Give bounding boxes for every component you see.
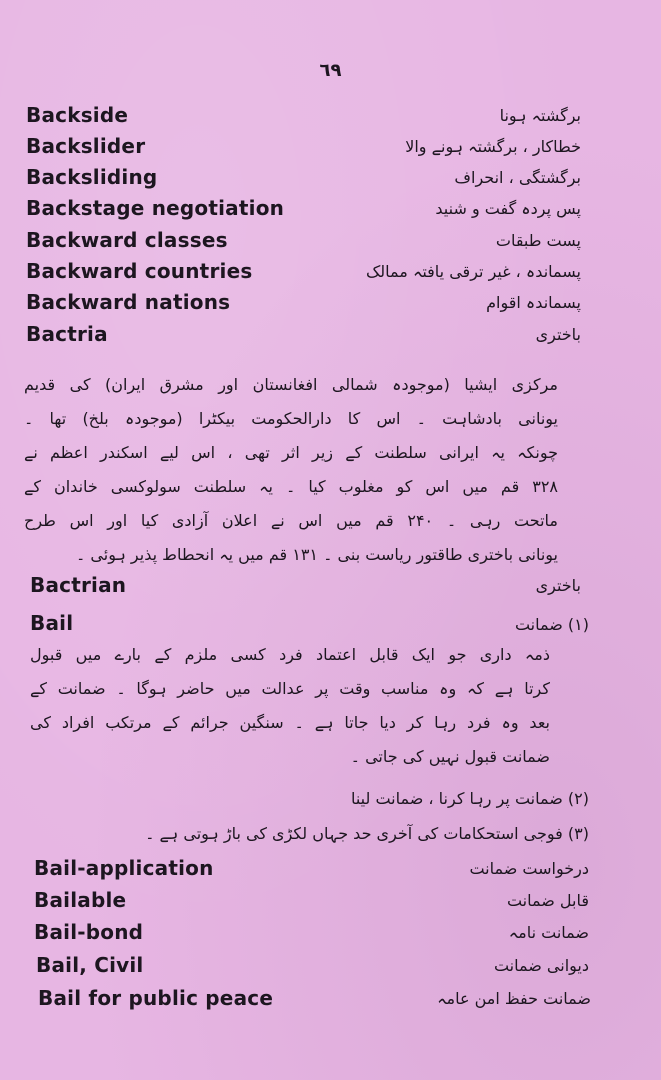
entry-translation: پسماندہ ، غیر ترقی یافتہ ممالک <box>365 262 581 281</box>
paragraph-line: ماتحت رہی ۔ ۲۴۰ قم میں اس نے اعلان آزادی کیا اور اس طرح <box>24 511 558 530</box>
entry-term: Backslider <box>26 134 146 158</box>
paragraph-line: یونانی باختری طاقتور ریاست بنی ۔ ۱۳۱ قم میں یہ انحطاط پذیر ہوئی ۔ <box>75 545 558 564</box>
entry-translation: باختری <box>535 576 581 595</box>
entry-translation: پست طبقات <box>495 231 581 250</box>
bail-sense-3: (۳) فوجی استحکامات کی آخری حد جہاں لکڑی کی باڑ ہوتی ہے ۔ <box>145 824 589 843</box>
entry-term: Bactrian <box>30 573 127 597</box>
bail-sense-2: (۲) ضمانت پر رہا کرنا ، ضمانت لینا <box>350 789 589 808</box>
entry-term: Bail-application <box>34 856 214 880</box>
paragraph-line: چونکہ یہ ایرانی سلطنت کے زیر اثر تھی ، اس لیے اسکندر اعظم نے <box>24 443 558 462</box>
entry-term: Bail, Civil <box>36 953 144 977</box>
paragraph-line: یونانی بادشاہت ۔ اس کا دارالحکومت بیکٹرا (موجودہ بلخ) تھا ۔ <box>24 409 558 428</box>
paragraph-line: ۳۲۸ قم میں اس کو مغلوب کیا ۔ یہ سلطنت سولوکسی خاندان کے <box>24 477 558 496</box>
entry-term: Bactria <box>26 322 108 346</box>
paragraph-line: ذمہ داری جو ایک قابل اعتماد فرد کسی ملزم کے بارے میں قبول <box>30 645 550 664</box>
entry-term: Backside <box>26 103 129 127</box>
entry-translation: درخواست ضمانت <box>469 859 589 878</box>
entry-translation: برگشتہ ہونا <box>499 106 581 125</box>
entry-term: Backward classes <box>26 228 228 252</box>
entry-term: Backward countries <box>26 259 253 283</box>
entry-translation: قابل ضمانت <box>506 891 589 910</box>
entry-term: Backstage negotiation <box>26 196 285 220</box>
paragraph-line: بعد وہ فرد رہا کر دیا جاتا ہے ۔ سنگین جرائم کے مرتکب افراد کی <box>30 713 550 732</box>
entry-translation: ضمانت نامہ <box>508 923 589 942</box>
paragraph-line: مرکزی ایشیا (موجودہ شمالی افغانستان اور مشرق ایران) کی قدیم <box>24 375 558 394</box>
entry-term: Bailable <box>34 888 127 912</box>
bactria-description <box>24 368 558 572</box>
entry-translation: (۱) ضمانت <box>514 615 589 634</box>
entry-term: Bail for public peace <box>38 986 274 1010</box>
page-number: ٦٩ <box>319 60 342 81</box>
paragraph-line: کرتا ہے کہ وہ مناسب وقت پر عدالت میں حاضر ہوگا ۔ ضمانت کے <box>30 679 550 698</box>
entry-translation: پسماندہ اقوام <box>486 293 581 312</box>
entry-translation: برگشتگی ، انحراف <box>454 168 581 187</box>
entry-translation: ضمانت حفظ امن عامہ <box>437 989 591 1008</box>
bail-description <box>30 638 550 774</box>
entry-translation: دیوانی ضمانت <box>493 956 589 975</box>
entry-term: Bail <box>30 611 74 635</box>
entry-translation: خطاکار ، برگشتہ ہونے والا <box>405 137 581 156</box>
entry-term: Backsliding <box>26 165 158 189</box>
entry-translation: باختری <box>535 325 581 344</box>
entry-term: Backward nations <box>26 290 231 314</box>
paragraph-line: ضمانت قبول نہیں کی جاتی ۔ <box>350 747 550 766</box>
entry-term: Bail-bond <box>34 920 144 944</box>
entry-translation: پس پردہ گفت و شنید <box>435 199 581 218</box>
